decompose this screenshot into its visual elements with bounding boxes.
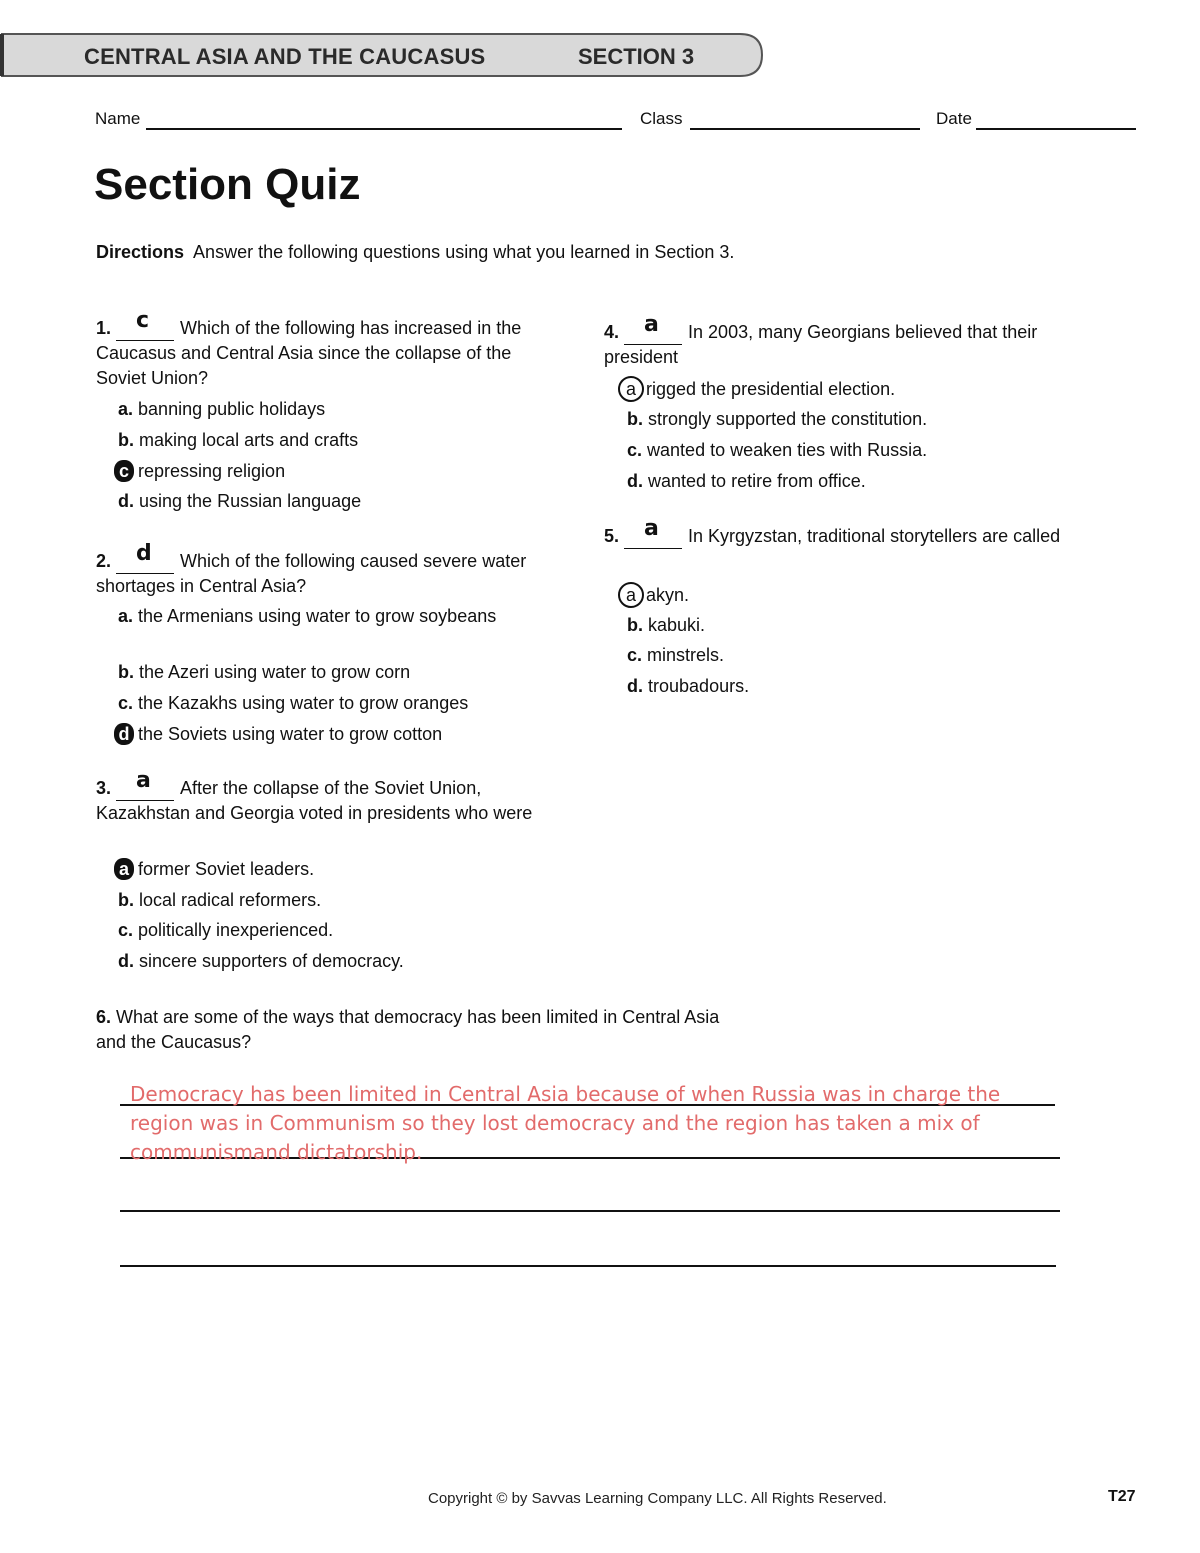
option[interactable]: c. minstrels. [627,645,725,665]
copyright: Copyright © by Savvas Learning Company LLC. All Rights Reserved. [428,1490,887,1507]
answer-line[interactable] [120,1265,1056,1267]
option-selected[interactable]: a akyn. [622,582,689,608]
option-selected[interactable]: a former Soviet leaders. [116,857,314,882]
option[interactable]: b. strongly supported the constitution. [627,409,928,429]
option[interactable]: b. local radical reformers. [118,890,322,910]
answer-blank[interactable] [624,516,682,549]
question-number: 1. [96,318,112,338]
page-number: T27 [1108,1488,1136,1505]
question-text: After the collapse of the Soviet Union, Kazakhstan and Georgia voted in presidents who were [96,778,533,823]
class-field[interactable] [690,128,920,130]
question-text: Which of the following has increased in the Caucasus and Central Asia since the collapse of the Soviet Union? [96,318,522,388]
directions-label: Directions [96,242,185,262]
question-number: 6. [96,1007,112,1027]
question-number: 5. [604,526,620,546]
date-field[interactable] [976,128,1136,130]
question-2 [96,541,546,599]
question-3 [96,768,536,826]
date-label: Date [936,109,972,128]
handwritten-answer: d [136,541,152,566]
selected-mark: a [114,858,134,880]
selected-mark: a [618,376,644,402]
option[interactable]: d. troubadours. [627,676,750,696]
option[interactable]: b. the Azeri using water to grow corn [118,662,411,682]
question-1 [96,308,546,391]
question-6 [96,1005,736,1055]
option[interactable]: c. wanted to weaken ties with Russia. [627,440,928,460]
handwritten-answer: a [136,768,151,793]
option-selected[interactable]: d the Soviets using water to grow cotton [116,722,442,747]
option[interactable]: b. making local arts and crafts [118,430,359,450]
option[interactable]: b. kabuki. [627,615,706,635]
name-field[interactable] [146,128,622,130]
handwritten-answer: a [644,312,659,337]
question-5 [604,516,1074,549]
question-number: 2. [96,551,112,571]
question-number: 4. [604,322,620,342]
handwritten-answer: a [644,516,659,541]
option[interactable]: a. the Armenians using water to grow soybeans [118,606,497,626]
question-text: In Kyrgyzstan, traditional storytellers are called [688,526,1061,546]
option-selected[interactable]: c repressing religion [116,459,285,484]
question-4 [604,312,1054,370]
question-number: 3. [96,778,112,798]
directions [96,240,776,265]
class-label: Class [640,109,683,128]
option[interactable]: d. sincere supporters of democracy. [118,951,404,971]
question-text: What are some of the ways that democracy has been limited in Central Asia and the Caucasus? [96,1007,720,1052]
answer-blank[interactable] [116,541,174,574]
answer-blank[interactable] [116,768,174,801]
question-text: In 2003, many Georgians believed that their president [604,322,1038,367]
chapter-title: CENTRAL ASIA AND THE CAUCASUS [84,44,486,69]
selected-mark: c [114,460,134,482]
option[interactable]: c. politically inexperienced. [118,920,334,940]
option-selected[interactable]: a rigged the presidential election. [622,376,895,402]
option[interactable]: c. the Kazakhs using water to grow oranges [118,693,469,713]
selected-mark: d [114,723,134,745]
handwritten-answer: c [136,308,150,333]
page-title: Section Quiz [94,160,361,209]
written-answer[interactable]: Democracy has been limited in Central Asia because of when Russia was in charge the region was in Communism so they lost democracy and the region has taken a mix of communismand dictatorship. [130,1082,1001,1164]
selected-mark: a [618,582,644,608]
option[interactable]: d. wanted to retire from office. [627,471,866,491]
directions-text: Answer the following questions using what you learned in Section 3. [193,242,735,262]
question-text: Which of the following caused severe water shortages in Central Asia? [96,551,527,596]
section-label: SECTION 3 [578,44,695,69]
answer-blank[interactable] [116,308,174,341]
option[interactable]: d. using the Russian language [118,491,362,511]
option[interactable]: a. banning public holidays [118,399,326,419]
name-label: Name [95,109,141,128]
answer-blank[interactable] [624,312,682,345]
answer-line[interactable] [120,1210,1060,1212]
